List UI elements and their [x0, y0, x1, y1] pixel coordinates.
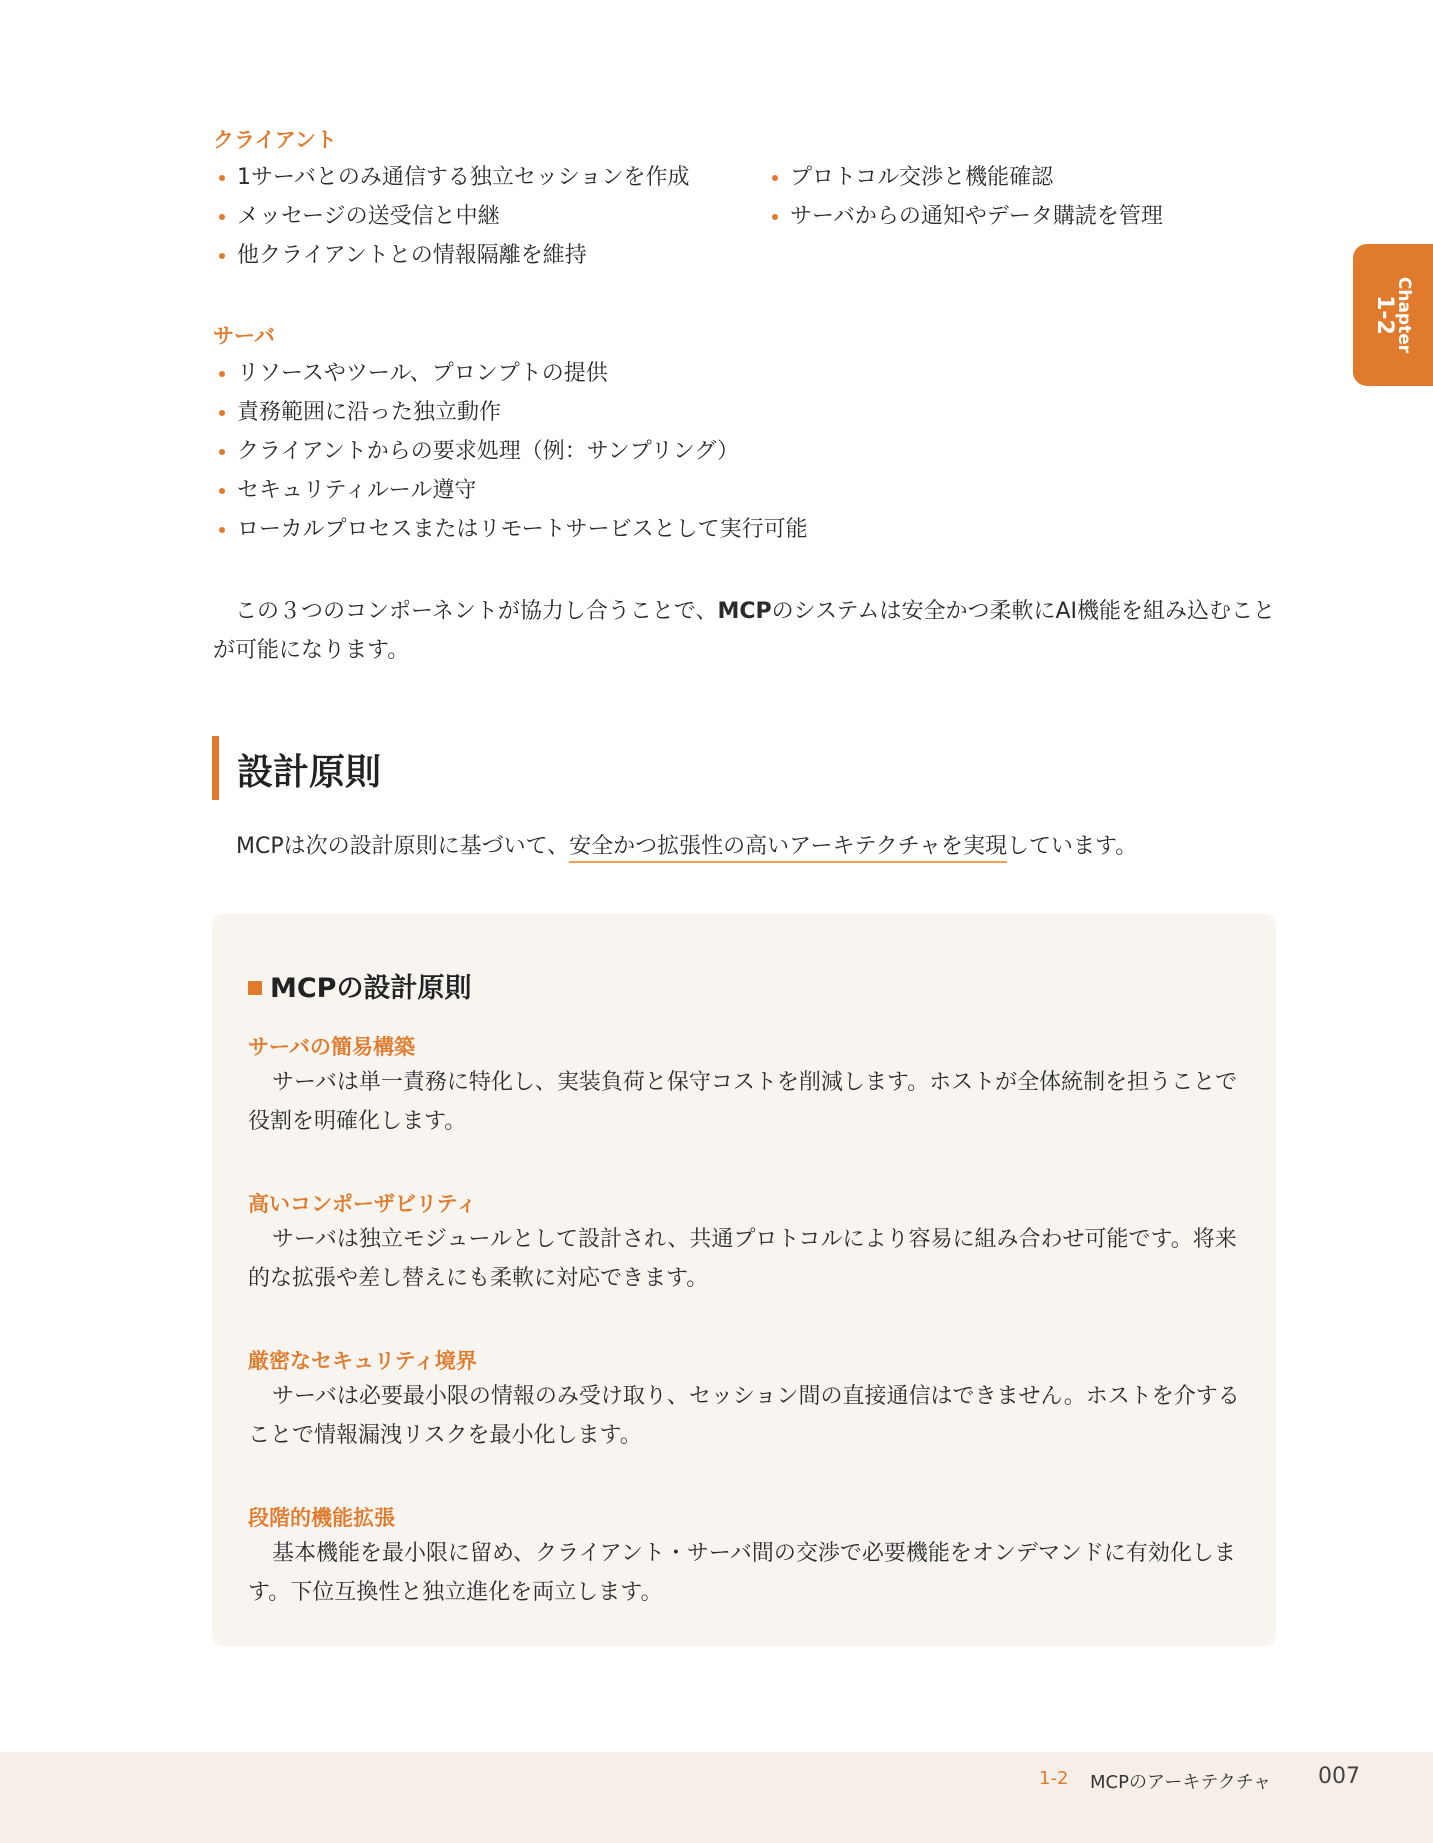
principle-text: 基本機能を最小限に留め、クライアント・サーバ間の交渉で必要機能をオンデマンドに有効化します。下位互換性と独立進化を両立します。 [248, 1541, 1236, 1605]
principle-text: サーバは独立モジュールとして設計され、共通プロトコルにより容易に組み合わせ可能です。将来的な拡張や差し替えにも柔軟に対応できます。 [248, 1227, 1237, 1291]
principle-heading: サーバの簡易構築 [248, 1035, 415, 1059]
chapter-label: Chapter [1394, 276, 1414, 354]
highlight-text: 安全かつ拡張性の高いアーキテクチャを実現 [569, 834, 1007, 863]
chapter-number: 1-2 [1372, 295, 1397, 335]
heading-accent-bar [212, 736, 219, 800]
footer-section-title: MCPのアーキテクチャ [1090, 1772, 1272, 1793]
client-list-right [766, 158, 1163, 236]
page-number: 007 [1318, 1764, 1360, 1789]
principle-text: サーバは単一責務に特化し、実装負荷と保守コストを削減します。ホストが全体統制を担うことで役割を明確化します。 [248, 1070, 1238, 1134]
square-icon [248, 981, 262, 995]
list-item: ローカルプロセスまたはリモートサービスとして実行可能 [213, 510, 808, 549]
client-list-left [213, 158, 689, 275]
principle-text: サーバは必要最小限の情報のみ受け取り、セッション間の直接通信はできません。ホストを介することで情報漏洩リスクを最小化します。 [248, 1384, 1240, 1448]
page-footer [0, 1752, 1433, 1843]
section-heading: 設計原則 [237, 752, 382, 793]
server-label: サーバ [213, 324, 275, 348]
principle-heading: 高いコンポーザビリティ [248, 1192, 477, 1216]
list-item: セキュリティルール遵守 [213, 471, 808, 510]
principle-heading: 厳密なセキュリティ境界 [248, 1349, 477, 1373]
server-list [213, 354, 808, 549]
list-item: 責務範囲に沿った独立動作 [213, 393, 808, 432]
principle-heading: 段階的機能拡張 [248, 1506, 395, 1530]
list-item: リソースやツール、プロンプトの提供 [213, 354, 808, 393]
list-item: サーバからの通知やデータ購読を管理 [766, 197, 1163, 236]
list-item: メッセージの送受信と中継 [213, 197, 689, 236]
chapter-tab [1353, 244, 1433, 386]
section-intro: MCPは次の設計原則に基づいて、安全かつ拡張性の高いアーキテクチャを実現しています。 [236, 827, 1137, 866]
list-item: プロトコル交渉と機能確認 [766, 158, 1163, 197]
box-title: MCPの設計原則 [248, 966, 471, 1005]
client-label: クライアント [213, 128, 337, 152]
list-item: クライアントからの要求処理（例：サンプリング） [213, 432, 808, 471]
list-item: 1サーバとのみ通信する独立セッションを作成 [213, 158, 689, 197]
list-item: 他クライアントとの情報隔離を維持 [213, 236, 689, 275]
summary-paragraph: この３つのコンポーネントが協力し合うことで、MCPのシステムは安全かつ柔軟にAI機能を組み込むことが可能になります。 [213, 599, 1275, 663]
footer-section-number: 1-2 [1039, 1768, 1069, 1789]
